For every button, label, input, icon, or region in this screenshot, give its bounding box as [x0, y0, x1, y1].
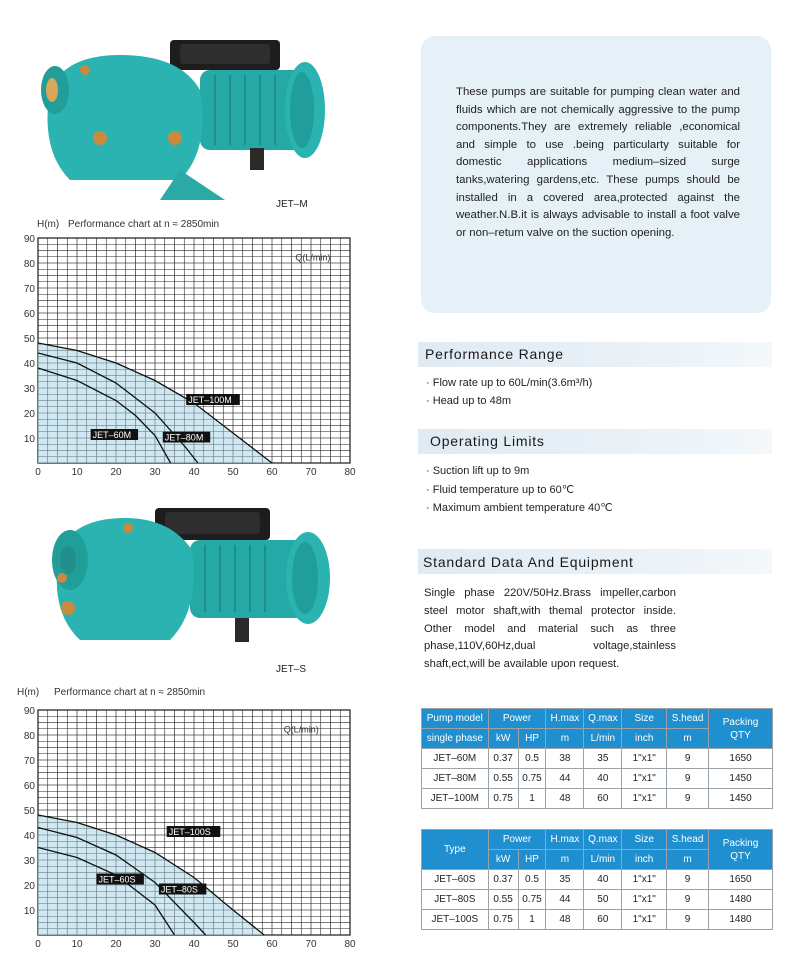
performance-range-title: Performance Range — [425, 346, 564, 362]
header-packing: Packing QTY — [709, 709, 773, 749]
cell: 48 — [546, 789, 584, 809]
subheader-kw: kW — [488, 850, 518, 870]
y-tick-label: 20 — [23, 881, 35, 892]
x-tick-label: 40 — [188, 467, 200, 478]
header-shead: S.head — [667, 709, 709, 729]
x-tick-label: 10 — [71, 939, 83, 950]
x-tick-label: 30 — [149, 939, 161, 950]
y-tick-label: 10 — [23, 434, 35, 445]
cell: 60 — [584, 789, 622, 809]
cell: 1"x1" — [622, 789, 667, 809]
y-tick-label: 30 — [23, 856, 35, 867]
spec-table-s — [421, 829, 773, 930]
cell: 0.37 — [488, 870, 518, 890]
cell: 0.37 — [488, 749, 518, 769]
cell: 0.5 — [518, 870, 546, 890]
y-tick-label: 50 — [23, 806, 35, 817]
cell: 1480 — [709, 910, 773, 930]
chart2-caption: Performance chart at n ≈ 2850min — [54, 687, 206, 698]
description-text: These pumps are suitable for pumping clean water and fluids which are not chemically aggressive to the pump components.They are extremely reliable ,economical and simple to use .being particularty suitable for domestic applications medium–sized surge tanks,watering gardens,etc. These pumps should be installed in a covered area,protected against the weather.N.B.it is always advisable to install a foot valve or non–retum valve on the suction opening. — [456, 86, 740, 239]
standard-data-text: Single phase 220V/50Hz.Brass impeller,carbon steel motor shaft,with themal protector inside. Other model and material such as three phase,110V,60Hz,dual voltage,stainless shaft,ect,will be available upon request. — [424, 587, 676, 671]
subheader-inch: inch — [622, 850, 667, 870]
operating-limits-title: Operating Limits — [430, 433, 545, 449]
subheader-lmin: L/min — [584, 850, 622, 870]
cell: 9 — [667, 890, 709, 910]
operating-limits-item: · Fluid temperature up to 60℃ — [426, 484, 575, 496]
y-tick-label: 90 — [23, 706, 35, 717]
pump-jet-s-label: JET–S — [276, 664, 307, 675]
subheader-m: m — [667, 729, 709, 749]
x-tick-label: 20 — [110, 467, 122, 478]
x-axis-label: Q(L/min) — [295, 252, 331, 263]
subheader-hp: HP — [518, 729, 546, 749]
header-type: Type — [422, 830, 489, 870]
cell: 1650 — [709, 870, 773, 890]
pump-jet-m-label: JET–M — [276, 199, 308, 210]
table-row — [422, 769, 773, 789]
subheader-hp: HP — [518, 850, 546, 870]
y-tick-label: 70 — [23, 284, 35, 295]
header-size: Size — [622, 830, 667, 850]
subheader-kw: kW — [488, 729, 518, 749]
x-tick-label: 80 — [344, 939, 356, 950]
cell: 35 — [584, 749, 622, 769]
x-tick-label: 80 — [344, 467, 356, 478]
series-label: JET–100S — [168, 827, 211, 837]
chart1-axis-label: H(m) — [37, 219, 60, 230]
y-tick-label: 50 — [23, 334, 35, 345]
x-tick-label: 0 — [35, 467, 41, 478]
cell: 0.55 — [488, 890, 518, 910]
x-axis-label: Q(L/min) — [283, 724, 319, 735]
y-tick-label: 70 — [23, 756, 35, 767]
cell: 1450 — [709, 769, 773, 789]
cell: 0.5 — [518, 749, 546, 769]
cell: 0.75 — [488, 789, 518, 809]
cell: 38 — [546, 749, 584, 769]
standard-data-title: Standard Data And Equipment — [423, 554, 634, 570]
cell: 1 — [518, 910, 546, 930]
header-pump-model: Pump model — [422, 709, 489, 729]
series-label: JET–60S — [98, 874, 136, 885]
header-power: Power — [488, 830, 546, 850]
cell: 40 — [584, 769, 622, 789]
table-row — [422, 890, 773, 910]
cell: 48 — [546, 910, 584, 930]
y-tick-label: 20 — [23, 409, 35, 420]
chart2-axis-label: H(m) — [17, 687, 40, 698]
chart1-caption: Performance chart at n ≈ 2850min — [68, 219, 220, 230]
x-tick-label: 50 — [227, 939, 239, 950]
cell: JET–100S — [422, 910, 489, 930]
x-tick-label: 50 — [227, 467, 239, 478]
series-label: JET–60M — [92, 430, 132, 440]
x-tick-label: 30 — [149, 467, 161, 478]
series-label: JET–100M — [188, 395, 232, 405]
header-hmax: H.max — [546, 709, 584, 729]
cell: 0.55 — [488, 769, 518, 789]
subheader-m: m — [667, 850, 709, 870]
cell: 1480 — [709, 890, 773, 910]
cell: 1"x1" — [622, 769, 667, 789]
table-row — [422, 870, 773, 890]
subheader-m: m — [546, 729, 584, 749]
cell: JET–80M — [422, 769, 489, 789]
cell: 0.75 — [518, 769, 546, 789]
x-tick-label: 20 — [110, 939, 122, 950]
cell: 1"x1" — [622, 870, 667, 890]
cell: 0.75 — [488, 910, 518, 930]
header-qmax: Q.max — [584, 709, 622, 729]
cell: 9 — [667, 769, 709, 789]
cell: 1650 — [709, 749, 773, 769]
x-tick-label: 60 — [266, 939, 278, 950]
header-hmax: H.max — [546, 830, 584, 850]
x-tick-label: 60 — [266, 467, 278, 478]
operating-limits-item: · Maximum ambient temperature 40℃ — [426, 502, 613, 514]
cell: 60 — [584, 910, 622, 930]
y-tick-label: 60 — [23, 781, 35, 792]
cell: 40 — [584, 870, 622, 890]
cell: 9 — [667, 870, 709, 890]
cell: 9 — [667, 789, 709, 809]
x-tick-label: 70 — [305, 939, 317, 950]
cell: 1"x1" — [622, 890, 667, 910]
x-tick-label: 40 — [188, 939, 200, 950]
chart2-plot — [0, 700, 370, 950]
cell: 1450 — [709, 789, 773, 809]
y-tick-label: 90 — [23, 234, 35, 245]
cell: 1"x1" — [622, 910, 667, 930]
cell: 9 — [667, 910, 709, 930]
series-label: JET–80S — [160, 884, 198, 895]
x-tick-label: 10 — [71, 467, 83, 478]
pump-jet-s-image — [40, 500, 340, 660]
y-tick-label: 80 — [23, 259, 35, 270]
spec-table-m — [421, 708, 773, 809]
header-packing: Packing QTY — [709, 830, 773, 870]
header-size: Size — [622, 709, 667, 729]
cell: JET–60S — [422, 870, 489, 890]
cell: 35 — [546, 870, 584, 890]
subheader-inch: inch — [622, 729, 667, 749]
table-row — [422, 789, 773, 809]
table-row — [422, 749, 773, 769]
cell: 9 — [667, 749, 709, 769]
y-tick-label: 10 — [23, 906, 35, 917]
x-tick-label: 70 — [305, 467, 317, 478]
y-tick-label: 60 — [23, 309, 35, 320]
performance-range-item: · Flow rate up to 60L/min(3.6m³/h) — [426, 377, 593, 389]
y-tick-label: 80 — [23, 731, 35, 742]
y-tick-label: 40 — [23, 831, 35, 842]
performance-range-item: · Head up to 48m — [426, 395, 511, 407]
subheader-lmin: L/min — [584, 729, 622, 749]
cell: 44 — [546, 890, 584, 910]
cell: 44 — [546, 769, 584, 789]
cell: 1 — [518, 789, 546, 809]
table-row — [422, 910, 773, 930]
x-tick-label: 0 — [35, 939, 41, 950]
cell: 0.75 — [518, 890, 546, 910]
header-shead: S.head — [667, 830, 709, 850]
cell: 50 — [584, 890, 622, 910]
cell: JET–60M — [422, 749, 489, 769]
subheader-single-phase: single phase — [422, 729, 489, 749]
y-tick-label: 30 — [23, 384, 35, 395]
header-qmax: Q.max — [584, 830, 622, 850]
cell: JET–80S — [422, 890, 489, 910]
chart1-plot — [0, 228, 370, 478]
operating-limits-item: · Suction lift up to 9m — [426, 465, 530, 477]
cell: 1"x1" — [622, 749, 667, 769]
series-label: JET–80M — [164, 432, 204, 443]
y-tick-label: 40 — [23, 359, 35, 370]
cell: JET–100M — [422, 789, 489, 809]
header-power: Power — [488, 709, 546, 729]
pump-jet-m-image — [30, 30, 330, 200]
subheader-m: m — [546, 850, 584, 870]
